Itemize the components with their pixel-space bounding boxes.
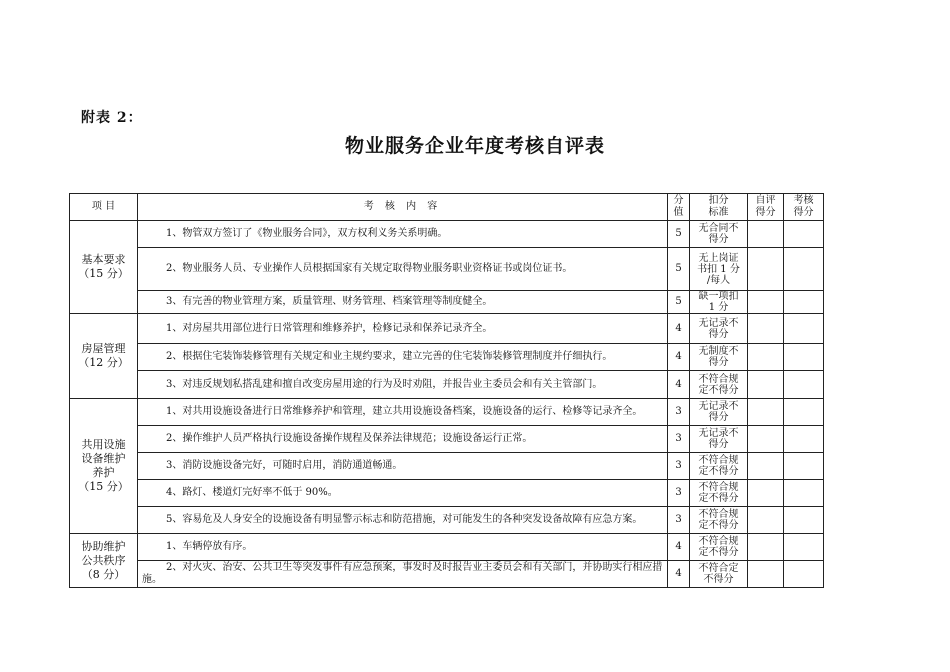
score-cell: 5	[668, 248, 690, 291]
table-row	[70, 561, 824, 588]
deduction-cell: 不符合规 定不得分	[690, 534, 748, 561]
self-eval-cell	[748, 344, 784, 371]
table-row	[70, 399, 824, 426]
table-row	[70, 248, 824, 291]
deduction-cell: 无合同不 得分	[690, 221, 748, 248]
score-cell: 3	[668, 426, 690, 453]
self-eval-cell	[748, 314, 784, 344]
self-eval-cell	[748, 371, 784, 399]
deduction-cell: 不符合规 定不得分	[690, 480, 748, 507]
assess-cell	[784, 399, 824, 426]
table-row	[70, 221, 824, 248]
header-self-eval: 自评 得分	[748, 194, 784, 221]
self-eval-cell	[748, 453, 784, 480]
table-row	[70, 507, 824, 534]
deduction-cell: 无上岗证 书扣 1 分 /每人	[690, 248, 748, 291]
content-cell: 2、对火灾、治安、公共卫生等突发事件有应急预案，事发时及时报告业主委员会和有关部门，并协助实行相应措施。	[138, 561, 668, 588]
self-eval-cell	[748, 561, 784, 588]
self-eval-cell	[748, 248, 784, 291]
assess-cell	[784, 561, 824, 588]
score-cell: 4	[668, 344, 690, 371]
group-item-cell: 基本要求 （15 分）	[70, 221, 138, 314]
assessment-table	[69, 193, 824, 588]
header-deduction: 扣分 标准	[690, 194, 748, 221]
content-cell: 3、对违反规划私搭乱建和擅自改变房屋用途的行为及时劝阻，并报告业主委员会和有关主管部门。	[138, 371, 668, 399]
table-row	[70, 371, 824, 399]
table-row	[70, 480, 824, 507]
assess-cell	[784, 507, 824, 534]
annex-label: 附表 2：	[81, 110, 143, 126]
content-cell: 3、有完善的物业管理方案，质量管理、财务管理、档案管理等制度健全。	[138, 291, 668, 314]
header-score: 分 值	[668, 194, 690, 221]
score-cell: 4	[668, 371, 690, 399]
assess-cell	[784, 453, 824, 480]
content-cell: 2、根据住宅装饰装修管理有关规定和业主规约要求，建立完善的住宅装饰装修管理制度并仔细执行。	[138, 344, 668, 371]
table-header-row	[70, 194, 824, 221]
table-row	[70, 426, 824, 453]
self-eval-cell	[748, 221, 784, 248]
self-eval-cell	[748, 507, 784, 534]
header-assess: 考核 得分	[784, 194, 824, 221]
table-row	[70, 534, 824, 561]
deduction-cell: 缺一项扣 1 分	[690, 291, 748, 314]
score-cell: 4	[668, 534, 690, 561]
content-cell: 2、物业服务人员、专业操作人员根据国家有关规定取得物业服务职业资格证书或岗位证书。	[138, 248, 668, 291]
assess-cell	[784, 534, 824, 561]
deduction-cell: 不符合规 定不得分	[690, 507, 748, 534]
assess-cell	[784, 371, 824, 399]
group-item-cell: 共用设施 设备维护 养护 （15 分）	[70, 399, 138, 534]
content-cell: 1、物管双方签订了《物业服务合同》，双方权利义务关系明确。	[138, 221, 668, 248]
self-eval-cell	[748, 399, 784, 426]
content-cell: 1、对房屋共用部位进行日常管理和维修养护，检修记录和保养记录齐全。	[138, 314, 668, 344]
table-row	[70, 453, 824, 480]
table-row	[70, 291, 824, 314]
score-cell: 5	[668, 291, 690, 314]
score-cell: 5	[668, 221, 690, 248]
header-item: 项 目	[70, 194, 138, 221]
assess-cell	[784, 344, 824, 371]
score-cell: 3	[668, 507, 690, 534]
deduction-cell: 无记录不 得分	[690, 314, 748, 344]
self-eval-cell	[748, 291, 784, 314]
deduction-cell: 不符合定 不得分	[690, 561, 748, 588]
self-eval-cell	[748, 426, 784, 453]
score-cell: 3	[668, 453, 690, 480]
assess-cell	[784, 480, 824, 507]
score-cell: 3	[668, 480, 690, 507]
content-cell: 3、消防设施设备完好，可随时启用，消防通道畅通。	[138, 453, 668, 480]
content-cell: 1、对共用设施设备进行日常维修养护和管理，建立共用设施设备档案，设施设备的运行、检修等记录齐全。	[138, 399, 668, 426]
content-cell: 4、路灯、楼道灯完好率不低于 90%。	[138, 480, 668, 507]
deduction-cell: 无记录不 得分	[690, 426, 748, 453]
deduction-cell: 不符合规 定不得分	[690, 453, 748, 480]
group-item-cell: 协助维护 公共秩序 （8 分）	[70, 534, 138, 588]
score-cell: 3	[668, 399, 690, 426]
table-row	[70, 344, 824, 371]
content-cell: 5、容易危及人身安全的设施设备有明显警示标志和防范措施，对可能发生的各种突发设备故障有应急方案。	[138, 507, 668, 534]
assess-cell	[784, 291, 824, 314]
table-row	[70, 314, 824, 344]
score-cell: 4	[668, 561, 690, 588]
assess-cell	[784, 426, 824, 453]
self-eval-cell	[748, 480, 784, 507]
deduction-cell: 不符合规 定不得分	[690, 371, 748, 399]
assess-cell	[784, 248, 824, 291]
document-title: 物业服务企业年度考核自评表	[344, 135, 605, 157]
score-cell: 4	[668, 314, 690, 344]
deduction-cell: 无制度不 得分	[690, 344, 748, 371]
assess-cell	[784, 221, 824, 248]
deduction-cell: 无记录不 得分	[690, 399, 748, 426]
header-content: 考 核 内 容	[138, 194, 668, 221]
assess-cell	[784, 314, 824, 344]
group-item-cell: 房屋管理 （12 分）	[70, 314, 138, 399]
self-eval-cell	[748, 534, 784, 561]
content-cell: 2、操作维护人员严格执行设施设备操作规程及保养法律规范；设施设备运行正常。	[138, 426, 668, 453]
content-cell: 1、车辆停放有序。	[138, 534, 668, 561]
